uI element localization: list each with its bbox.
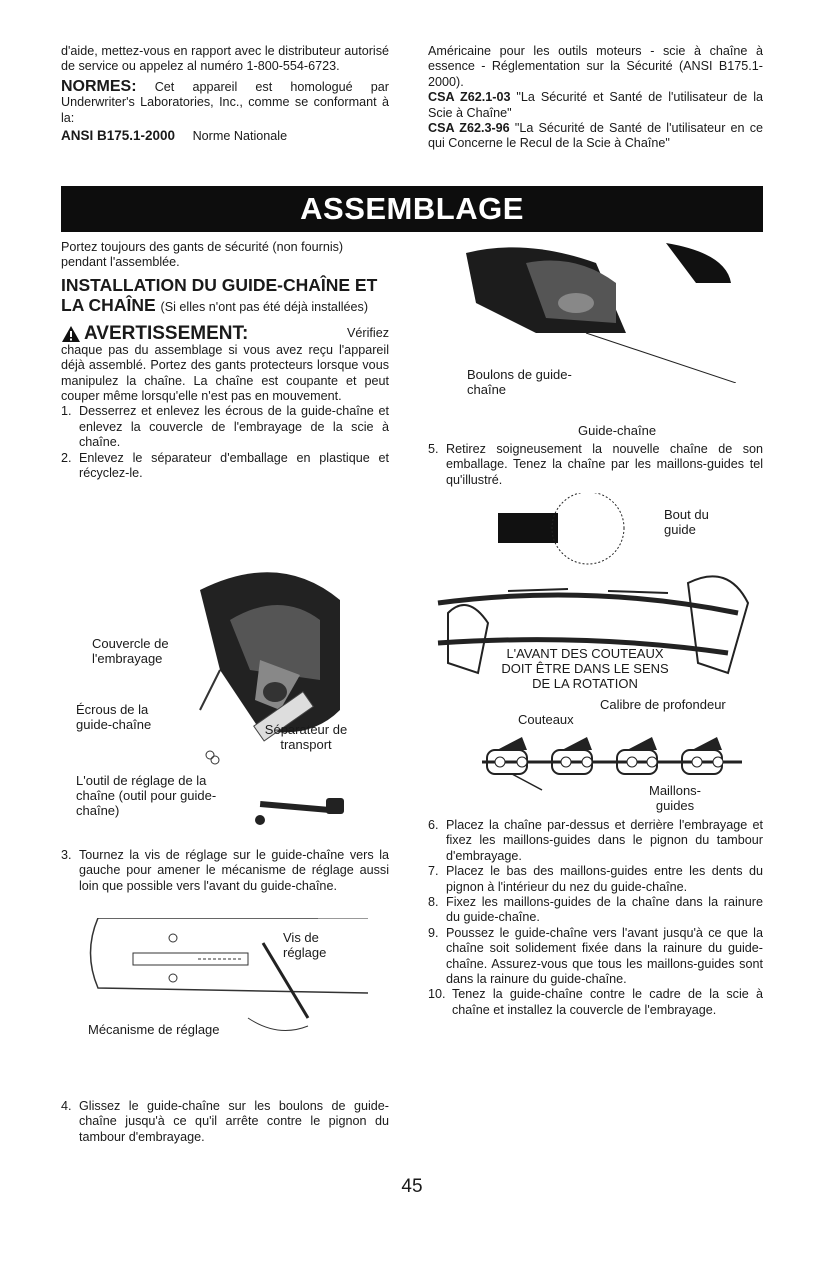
step-text: Retirez soigneusement la nouvelle chaîne de son emballage. Tenez la chaîne par les maillons-guides tel qu'illustré. [446,442,763,487]
csa1-text: "La Sécurité et Santé de l'utilisateur de la Scie à Chaîne" [428,90,764,120]
csa1-paragraph [428,90,763,121]
steps-list-a [61,404,389,481]
step-number: 6. [428,818,439,832]
contact-paragraph: d'aide, mettez-vous en rapport avec le distributeur autorisé de service ou appelez al numéro 1-800-554-6723. [61,44,389,74]
step-number: 5. [428,442,439,456]
warning-text: chaque pas du assemblage si vous avez reçu l'appareil déjà assemblé. Portez des gants protecteurs lorsque vous manipulez la chaîne. La chaîne est coupante et peut couper même lorsqu'elle n'est pas en mouvement. [61,342,389,404]
ansi-continuation: Américaine pour les outils moteurs - scie à chaîne à essence - Réglementation sur la Sécurité (ANSI B175.1-2000). [428,44,763,89]
step-number: 8. [428,895,439,910]
top-right-block [428,44,763,152]
normes-text: Cet appareil est homologué par Underwriter's Laboratories, Inc., comme se conformant à la: [61,79,389,125]
step-item [61,451,389,482]
steps-list-c [61,1099,389,1145]
left-column [61,240,389,481]
step-text: Placez la chaîne par-dessus et derrière l'embrayage et fixez les maillons-guides dans le pignon du tambour d'embrayage. [446,818,763,863]
installation-heading-text: INSTALLATION DU GUIDE-CHAÎNE ET LA CHAÎNE [61,274,378,315]
page-number: 45 [401,1176,423,1197]
step-text: Fixez les maillons-guides de la chaîne dans la rainure du guide-chaîne. [446,895,763,925]
step-item [428,987,763,1018]
steps-list-e [428,818,763,1018]
label-vis-reglage: Vis de réglage [283,930,327,960]
warning-block [61,325,389,405]
gloves-intro: Portez toujours des gants de sécurité (non fournis) pendant l'assemblée. [61,240,344,270]
label-guide-chaine: Guide-chaîne [578,423,657,438]
ansi-label: ANSI B175.1-2000 [61,128,176,144]
steps-list-b [61,848,389,894]
step-text: Glissez le guide-chaîne sur les boulons de guide-chaîne jusqu'à ce qu'il arrête contre le pignon du tambour d'embrayage. [79,1099,389,1144]
label-avant-2: DOIT ÊTRE DANS LE SENS [501,661,669,676]
step-text: Tournez la vis de réglage sur le guide-chaîne vers la gauche pour amener le mécanisme de réglage aussi loin que possible vers l'avant du guide-chaîne. [79,848,389,893]
top-left-block [61,44,389,144]
step-item [428,864,763,895]
label-couvercle: Couvercle de l'embrayage [92,636,169,666]
csa2-paragraph [428,121,763,152]
step-number: 7. [428,864,439,879]
step-number: 4. [61,1099,72,1113]
step-item [428,442,763,488]
steps-list-d [428,442,763,488]
csa2-label: CSA Z62.3-96 [428,121,510,136]
clutch-cover-illustration [160,560,360,790]
chainsaw-bolts-illustration [466,243,736,383]
csa1-label: CSA Z62.1-03 [428,90,511,105]
label-boulons: Boulons de guide-chaîne [467,367,572,397]
left-steps-c [61,1099,389,1145]
step-number: 3. [61,848,72,862]
step-number: 1. [61,404,72,419]
label-ecrous: Écrous de la guide-chaîne [76,702,152,732]
step-text: Tenez la guide-chaîne contre le cadre de la scie à chaîne et installez la couvercle de l'embrayage. [452,987,763,1017]
csa2-text: "La Sécurité de Santé de l'utilisateur en ce qui Concerne le Recul de la Scie à Chaîne" [428,121,764,151]
section-banner: ASSEMBLAGE [61,186,763,232]
label-avant-3: DE LA ROTATION [532,676,638,691]
step-item [428,895,763,926]
label-maillons: Maillons-guides [648,783,701,813]
step-item [61,404,389,450]
ansi-text: Norme Nationale [192,129,288,144]
warning-triangle-icon [61,325,81,343]
label-outil: L'outil de réglage de la chaîne (outil pour guide-chaîne) [76,773,217,818]
label-avant-1: L'AVANT DES COUTEAUX [506,646,664,661]
step-text: Poussez le guide-chaîne vers l'avant jusqu'à ce que la chaîne soit solidement fixée dans la rainure du guide-chaîne. Assurez-vous que tous les maillons-guides sont dans la rainure du guide-chaîne. [446,925,763,987]
warning-title: AVERTISSEMENT: [84,323,249,345]
label-bout-guide: Bout du guide [664,507,709,537]
label-separateur: Séparateur de transport [264,722,348,752]
right-steps-a [428,442,763,488]
step-text: Enlevez le séparateur d'emballage en plastique et récyclez-le. [79,450,389,481]
normes-paragraph [61,79,389,126]
step-item [428,926,763,988]
left-steps-b [61,848,389,894]
step-text: Placez le bas des maillons-guides entre les dents du pignon à l'intérieur du nez du guide-chaîne. [446,864,763,894]
installation-heading-note: (Si elles n'ont pas été déjà installées) [160,299,369,314]
step-number: 2. [61,450,72,465]
step-number: 9. [428,925,439,940]
label-couteaux: Couteaux [518,712,574,727]
normes-label: NORMES: [61,77,137,95]
step-item [61,1099,389,1145]
step-text: Desserrez et enlevez les écrous de la guide-chaîne et enlevez la couvercle de l'embrayage de la scie à chaîne. [79,404,389,450]
label-calibre: Calibre de profondeur [600,697,726,712]
label-mecanisme: Mécanisme de réglage [88,1022,220,1037]
installation-heading [61,275,389,317]
warning-lead: Vérifiez [347,326,389,341]
ansi-paragraph [61,128,389,144]
step-item [428,818,763,864]
step-item [61,848,389,894]
step-number: 10. [428,987,446,1002]
right-steps-b [428,818,763,1018]
wrench-tool-icon [250,790,350,830]
